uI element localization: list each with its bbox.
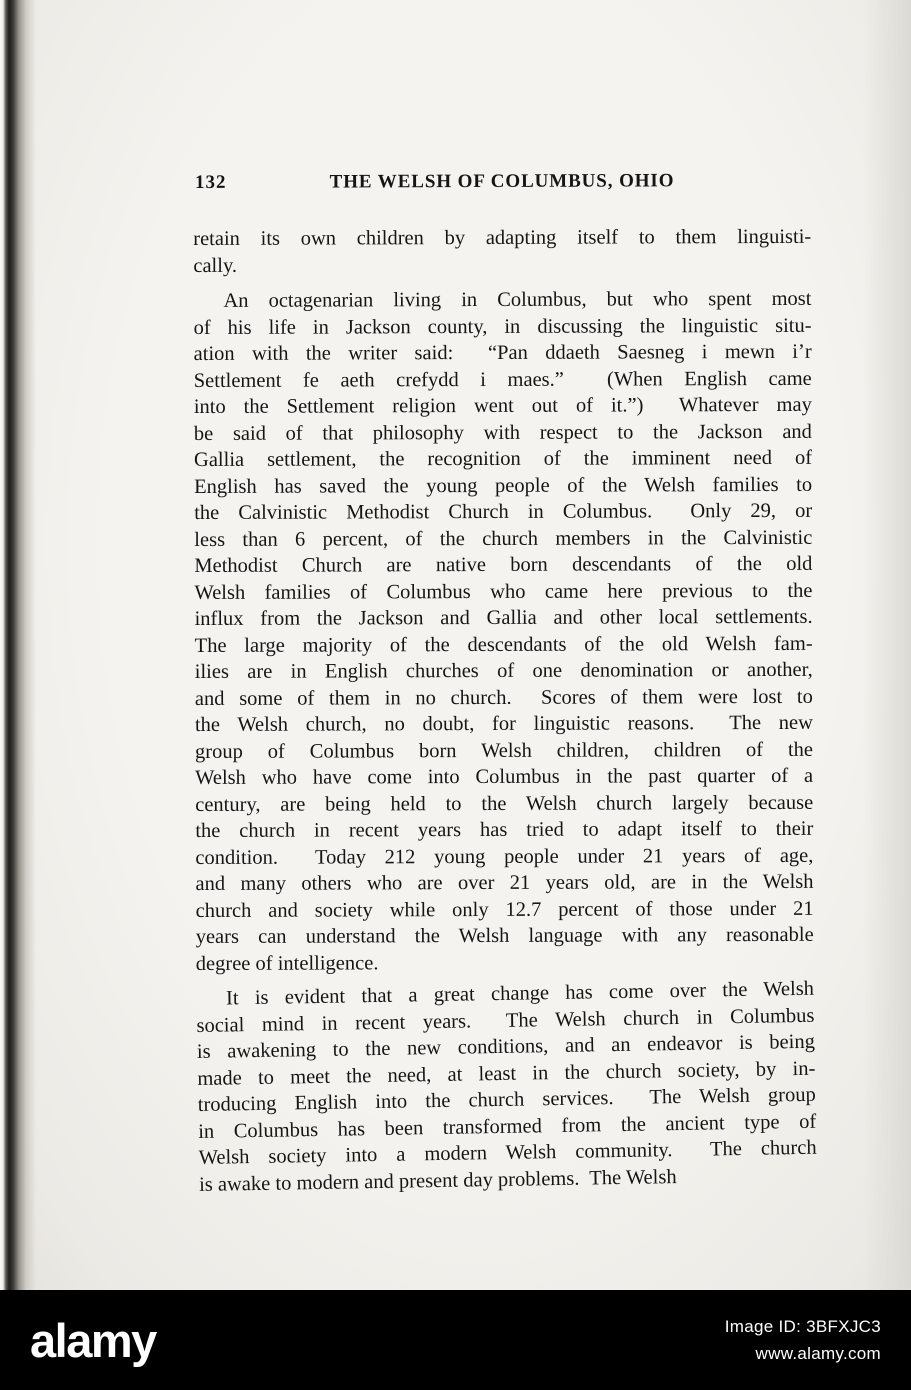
text-line: years can understand the Welsh language with any reasonable: [195, 923, 814, 948]
running-title: THE WELSH OF COLUMBUS, OHIO: [329, 170, 675, 193]
text-line: condition. Today 212 young people under 21 years of age,: [195, 844, 814, 869]
text-line: the Welsh church, no doubt, for linguistic reasons. The new: [194, 711, 813, 736]
text-line: Settlement fe aeth crefydd i maes.” (When English came: [193, 367, 812, 392]
text-line: into the Settlement religion went out of it.”) Whatever may: [193, 393, 812, 418]
text-line: Welsh families of Columbus who came here previous to the: [194, 579, 813, 604]
page-edge-shadow: [863, 0, 911, 1290]
text-line: Welsh who have come into Columbus in the past quarter of a: [195, 764, 814, 789]
page-number: 132: [194, 171, 227, 193]
text-line: Methodist Church are native born descendants of the old: [194, 552, 813, 577]
image-credit-block: [725, 1313, 881, 1367]
text-line: of his life in Jackson county, in discussing the linguistic situ-: [193, 314, 812, 339]
text-line: degree of intelligence.: [195, 951, 379, 975]
text-line: ation with the writer said: “Pan ddaeth Saesneg i mewn i’r: [193, 340, 812, 365]
text-line: Welsh society into a modern Welsh community. The church: [198, 1136, 817, 1169]
text-line: An octagenarian living in Columbus, but who spent most: [223, 287, 812, 312]
paragraph: [193, 286, 813, 977]
text-line: made to meet the need, at least in the church society, by in-: [197, 1057, 816, 1090]
text-line: It is evident that a great change has come over the Welsh: [225, 977, 815, 1010]
alamy-url: www.alamy.com: [755, 1344, 881, 1363]
text-line: less than 6 percent, of the church members in the Calvinistic: [194, 526, 813, 551]
paragraph: [193, 224, 811, 279]
text-line: ilies are in English churches of one denomination or another,: [194, 658, 813, 683]
stock-photo-footer-bar: [0, 1290, 911, 1390]
text-line: troducing English into the church services. The Welsh group: [197, 1083, 816, 1116]
text-line: and some of them in no church. Scores of them were lost to: [194, 685, 813, 710]
text-line: century, are being held to the Welsh church largely because: [195, 791, 814, 816]
text-line: church and society while only 12.7 percent of those under 21: [195, 897, 814, 922]
text-line: cally.: [193, 254, 238, 277]
text-line: The large majority of the descendants of the old Welsh fam-: [194, 632, 813, 657]
text-line: and many others who are over 21 years old, are in the Welsh: [195, 870, 814, 895]
book-spine-shadow: [0, 0, 36, 1290]
text-line: social mind in recent years. The Welsh church in Columbus: [196, 1004, 815, 1037]
text-line: is awake to modern and present day problems. The Welsh: [198, 1165, 677, 1196]
text-line: the Calvinistic Methodist Church in Columbus. Only 29, or: [194, 499, 813, 524]
page-content: [193, 170, 815, 1198]
text-line: is awakening to the new conditions, and an endeavor is being: [196, 1030, 816, 1063]
text-line: group of Columbus born Welsh children, children of the: [194, 738, 814, 763]
page-header: [193, 170, 811, 198]
text-line: in Columbus has been transformed from the ancient type of: [198, 1110, 817, 1143]
text-line: retain its own children by adapting itself to them linguisti-: [193, 225, 812, 250]
body-text: [193, 224, 817, 1198]
paragraph: [196, 976, 817, 1198]
alamy-logo: alamy: [30, 1313, 156, 1367]
text-line: Gallia settlement, the recognition of the imminent need of: [193, 446, 813, 471]
text-line: influx from the Jackson and Gallia and other local settlements.: [194, 605, 813, 630]
text-line: the church in recent years has tried to adapt itself to their: [195, 817, 814, 842]
text-line: English has saved the young people of the Welsh families to: [194, 473, 813, 498]
image-id: Image ID: 3BFXJC3: [724, 1317, 881, 1336]
text-line: be said of that philosophy with respect to the Jackson and: [193, 420, 812, 445]
